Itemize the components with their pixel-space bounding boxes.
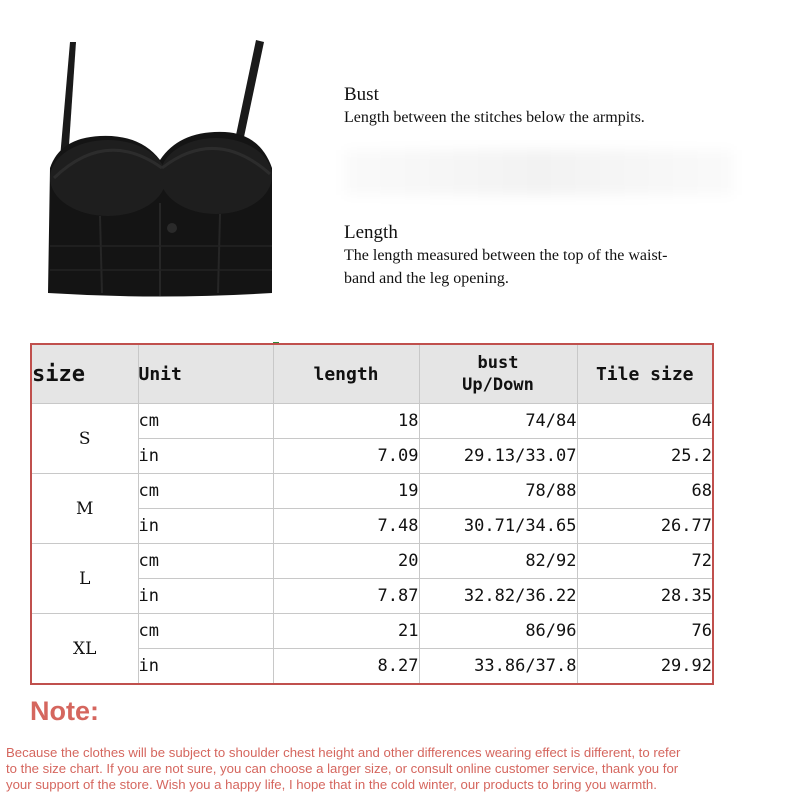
tile-cell: 28.35: [577, 579, 713, 614]
table-row: [31, 544, 713, 579]
length-text-line1: The length measured between the top of the waist-: [344, 247, 668, 264]
unit-cell: cm: [138, 474, 273, 509]
length-cell: 20: [273, 544, 419, 579]
smudge-decoration: [344, 150, 734, 195]
bust-cell: 78/88: [419, 474, 577, 509]
bust-cell: 30.71/34.65: [419, 509, 577, 544]
length-cell: 7.87: [273, 579, 419, 614]
header-length: length: [273, 344, 419, 404]
size-cell: XL: [31, 614, 138, 685]
bust-cell: 32.82/36.22: [419, 579, 577, 614]
bust-title: Bust: [344, 84, 379, 105]
unit-cell: cm: [138, 544, 273, 579]
bust-cell: 29.13/33.07: [419, 439, 577, 474]
length-cell: 8.27: [273, 649, 419, 685]
header-bust: [419, 344, 577, 404]
tile-cell: 64: [577, 404, 713, 439]
bust-cell: 74/84: [419, 404, 577, 439]
table-row: [31, 614, 713, 649]
size-cell: S: [31, 404, 138, 474]
length-cell: 19: [273, 474, 419, 509]
tile-cell: 76: [577, 614, 713, 649]
size-cell: L: [31, 544, 138, 614]
size-chart-table: [30, 343, 714, 685]
note-line: your support of the store. Wish you a happy life, I hope that in the cold winter, our products to bring you warmth.: [6, 777, 657, 792]
unit-cell: in: [138, 509, 273, 544]
header-bust-line2: Up/Down: [462, 375, 534, 395]
bustier-illustration: [40, 38, 280, 308]
unit-cell: cm: [138, 614, 273, 649]
unit-cell: in: [138, 649, 273, 685]
table-row: [31, 404, 713, 439]
header-tile-size: Tile size: [577, 344, 713, 404]
length-cell: 21: [273, 614, 419, 649]
size-cell: M: [31, 474, 138, 544]
length-cell: 18: [273, 404, 419, 439]
length-cell: 7.09: [273, 439, 419, 474]
tile-cell: 29.92: [577, 649, 713, 685]
bust-cell: 86/96: [419, 614, 577, 649]
product-image: [40, 38, 280, 308]
table-header-row: [31, 344, 713, 404]
unit-cell: cm: [138, 404, 273, 439]
bust-cell: 82/92: [419, 544, 577, 579]
length-description: [344, 222, 744, 290]
unit-cell: in: [138, 439, 273, 474]
note-line: Because the clothes will be subject to shoulder chest height and other differences wearing effect is different, to refer: [6, 745, 681, 760]
bust-description: [344, 84, 764, 129]
tile-cell: 26.77: [577, 509, 713, 544]
note-text: [6, 745, 800, 793]
header-size: size: [31, 344, 138, 404]
length-cell: 7.48: [273, 509, 419, 544]
note-title: Note:: [30, 696, 99, 726]
tile-cell: 72: [577, 544, 713, 579]
tile-cell: 25.2: [577, 439, 713, 474]
length-title: Length: [344, 222, 398, 243]
bust-text: Length between the stitches below the armpits.: [344, 109, 645, 126]
header-unit: Unit: [138, 344, 273, 404]
bust-cell: 33.86/37.8: [419, 649, 577, 685]
header-bust-line1: bust: [477, 353, 519, 373]
note-line: to the size chart. If you are not sure, you can choose a larger size, or consult online customer service, thank you for: [6, 761, 679, 776]
tile-cell: 68: [577, 474, 713, 509]
unit-cell: in: [138, 579, 273, 614]
length-text-line2: band and the leg opening.: [344, 270, 509, 287]
table-row: [31, 474, 713, 509]
